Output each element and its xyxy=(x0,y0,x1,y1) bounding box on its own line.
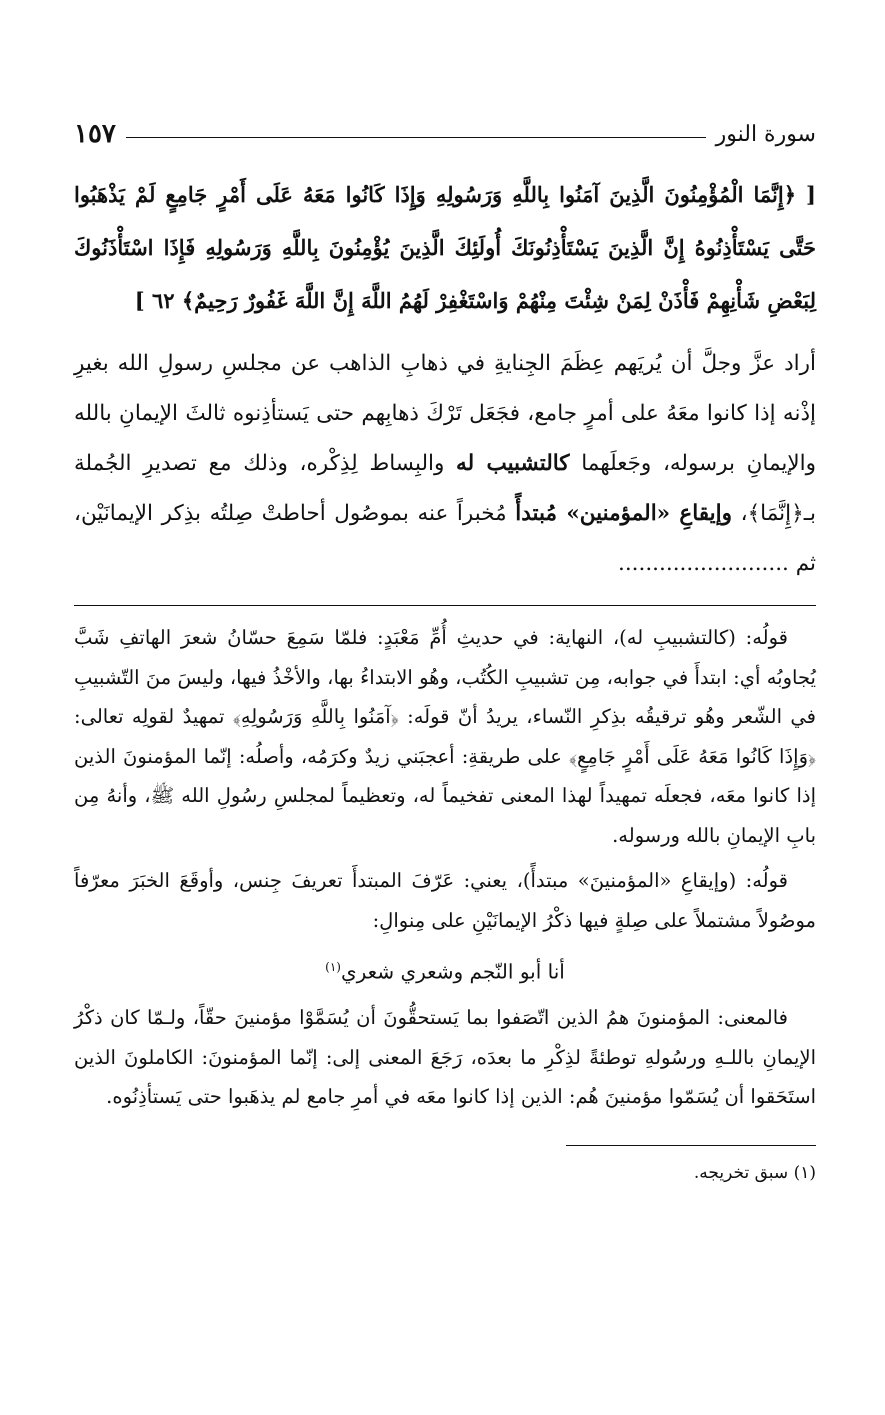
quran-verse: [ ﴿إِنَّمَا الْمُؤْمِنُونَ الَّذِينَ آمَنُوا بِاللَّهِ وَرَسُولِهِ وَإِذَا كَانُوا مَعَهُ عَلَى أَمْرٍ جَامِعٍ لَمْ يَذْهَبُوا حَتَّى يَسْتَأْذِنُوهُ إِنَّ الَّذِينَ يَسْتَأْذِنُونَكَ أُولَئِكَ الَّذِينَ يُؤْمِنُونَ بِاللَّهِ وَرَسُولِهِ فَإِذَا اسْتَأْذَنُوكَ لِبَعْضِ شَأْنِهِمْ فَأْذَنْ لِمَنْ شِئْتَ مِنْهُمْ وَاسْتَغْفِرْ لَهُمُ اللَّهَ إِنَّ اللَّهَ غَفُورٌ رَحِيمٌ﴾ ٦٢ ] xyxy=(74,182,816,313)
page-header xyxy=(74,112,816,156)
surah-name: سورة النور xyxy=(715,121,816,147)
main-text xyxy=(74,339,816,589)
commentary-paragraph: قولُه: (وإيقاعِ «المؤمنينَ» مبتدأً)، يعني: عَرّفَ المبتدأَ تعريفَ جِنس، وأوقَعَ الخبَرَ معرّفاً موصُولاً مشتملاً على صِلةٍ فيها ذكْرُ الإيمانَيْنِ على مِنوالِ: xyxy=(74,869,816,932)
main-text-highlight: كالتشبيب له xyxy=(456,451,570,476)
footnote-marker: (١) xyxy=(325,960,341,974)
poetry-text: أنا أبو النّجم وشعري شعري xyxy=(340,959,565,984)
poetry-line xyxy=(74,948,816,992)
header-rule xyxy=(126,137,706,138)
main-text-part: أراد عزَّ وجلَّ أن يُريَهم عِظَمَ الجِنايةِ في ذهابِ الذاهب عن مجلسِ رسولِ الله بغيرِ إذْنه إذا كانوا معَهُ على أمرٍ جامع، فجَعَل تَرْكَ ذهابِهم حتى يَستأذِنوه ثالثَ الإيمانِ بالله والإيمانِ برسوله، وجَعلَهما xyxy=(74,351,816,476)
main-text-highlight: وإيقاعِ «المؤمنين» مُبتدأً xyxy=(515,501,732,526)
commentary-paragraph: قولُه: (كالتشبيبِ له)، النهاية: في حديثِ أُمِّ مَعْبَدٍ: فلمّا سَمِعَ حسّانُ شعرَ الهاتفِ شَبَّ يُجاوبُه أي: ابتدأَ في جوابه، مِن تشبيبِ الكُتُب، وهُو الابتداءُ بها، والأخْذُ فيها، وليسَ منَ التّشبيبِ في الشّعر وهُو ترقيقُه بذِكرِ النّساء، يريدُ أنّ قولَه: ﴿آمَنُوا بِاللَّهِ وَرَسُولِهِ﴾ تمهيدٌ لقولِه تعالى: ﴿وَإِذَا كَانُوا مَعَهُ عَلَى أَمْرٍ جَامِعٍ﴾ على طريقةِ: أعجبَني زيدٌ وكرَمُه، وأصلُه: إنّما المؤمنونَ الذين إذا كانوا معَه، فجعلَه تمهيداً لهذا المعنى تفخيماً له، وتعظيماً لمجلسِ رسُولِ الله ﷺ، وأنهُ مِن بابِ الإيمانِ بالله ورسوله. xyxy=(74,626,816,847)
page-number: ١٥٧ xyxy=(74,119,116,149)
footnote: (١) سبق تخريجه. xyxy=(693,1162,816,1183)
main-text-part: والبِساط لِذِكْره، وذلك مع تصديرِ الجُملة بـ﴿إِنَّمَا﴾، xyxy=(74,451,816,526)
page xyxy=(74,112,816,1186)
main-text-part: مُخبراً عنه بموصُول أحاطتْ صِلتُه بذِكر الإيمانَيْن، ثم ......................... xyxy=(74,501,816,576)
commentary xyxy=(74,618,816,1117)
commentary-paragraph: فالمعنى: المؤمنونَ همُ الذين اتّصَفوا بما يَستحقُّونَ أن يُسَمَّوْا مؤمنينَ حقّاً، ولـمّا كان ذكْرُ الإيمانِ باللـهِ ورسُولهِ توطئةً لذِكْرِ ما بعدَه، رَجَعَ المعنى إلى: إنّما المؤمنونَ: الكاملونَ الذين استَحَقوا أن يُسَمّوا مؤمنينَ هُم: الذين إذا كانوا معَه في أمرِ جامع لم يذهَبوا حتى يَستأذِنُوه. xyxy=(74,1006,816,1109)
section-separator xyxy=(74,605,816,606)
footnote-rule xyxy=(566,1145,816,1146)
